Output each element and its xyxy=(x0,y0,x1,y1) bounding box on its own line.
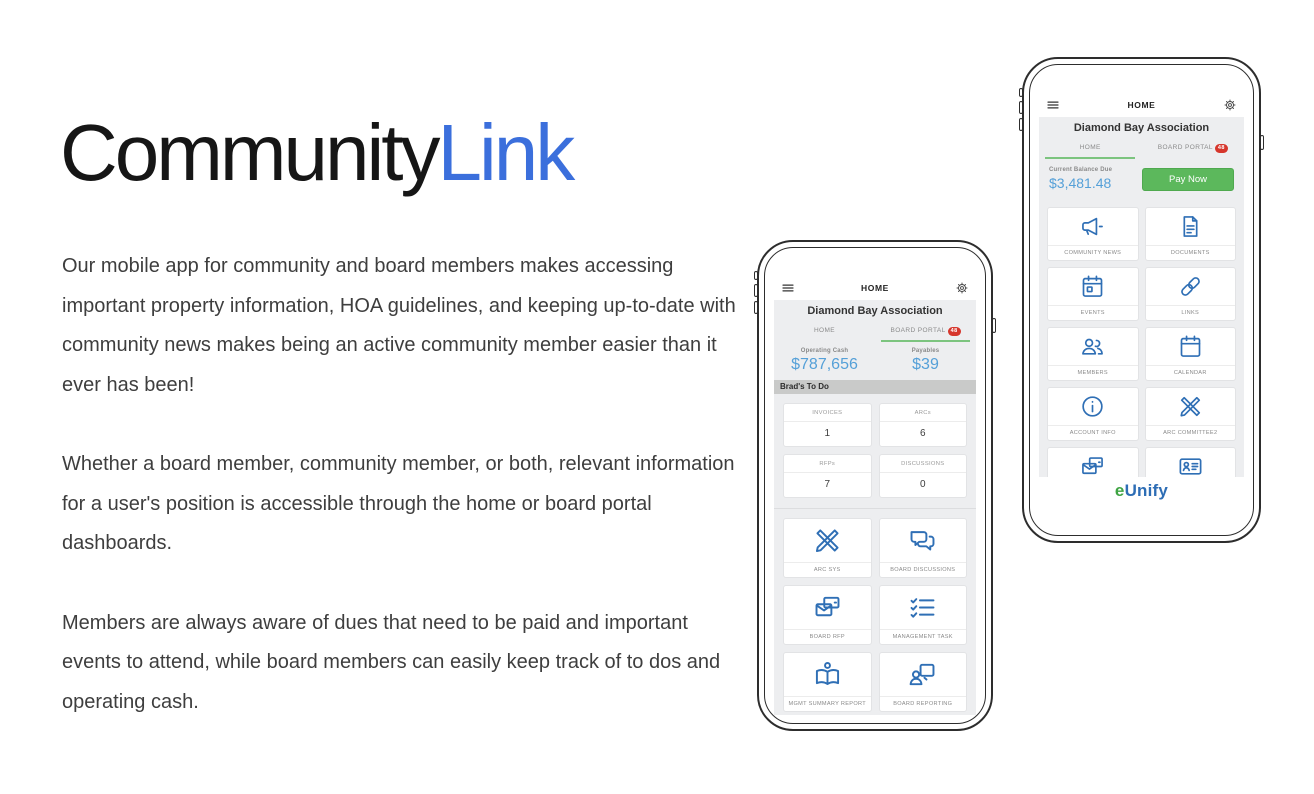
tab-label: HOME xyxy=(813,327,836,334)
tab-label: BOARD PORTAL xyxy=(890,327,946,334)
tile-management-task[interactable] xyxy=(879,585,968,645)
tile-label: BOARD REPORTING xyxy=(893,701,953,707)
eunify-logo xyxy=(1039,477,1244,507)
todo-card-count: 1 xyxy=(824,428,831,439)
todo-card-label: RFPs xyxy=(784,455,871,473)
phone-mockup-board-portal xyxy=(757,240,993,731)
app-body xyxy=(774,300,976,715)
tile-links[interactable] xyxy=(1145,267,1237,321)
tile-label: COMMUNITY NEWS xyxy=(1064,250,1122,256)
phone-bezel xyxy=(1029,64,1254,536)
balance-label: Current Balance Due xyxy=(1049,167,1113,173)
board-portal-badge: 48 xyxy=(1215,144,1228,153)
tile-label: ARC COMMITTEE2 xyxy=(1163,430,1218,436)
mail-card-icon xyxy=(784,586,871,630)
mail-card-icon xyxy=(1048,448,1138,477)
todo-card-label: INVOICES xyxy=(784,404,871,422)
tab-bar xyxy=(1039,137,1244,159)
link-icon xyxy=(1146,268,1236,306)
side-button xyxy=(1019,88,1023,97)
megaphone-icon xyxy=(1048,208,1138,246)
members-icon xyxy=(1048,328,1138,366)
hamburger-icon[interactable] xyxy=(1046,98,1060,112)
side-button xyxy=(1019,101,1023,114)
tile-arc-sys[interactable] xyxy=(783,518,872,578)
association-name: Diamond Bay Association xyxy=(1073,122,1210,134)
phone-mockup-home-dashboard xyxy=(1022,57,1261,543)
tab-bar xyxy=(774,320,976,342)
tab-board-portal[interactable] xyxy=(875,320,976,342)
calendar-icon xyxy=(1146,328,1236,366)
page-title xyxy=(60,108,573,197)
book-person-icon xyxy=(784,653,871,697)
feature-tile-grid xyxy=(774,509,976,715)
todo-card-arcs[interactable] xyxy=(879,403,968,447)
todo-card-count: 7 xyxy=(824,479,831,490)
paragraph-3: Members are always aware of dues that need to be paid and important events to attend, while board members can easily keep track of to dos and operating cash. xyxy=(62,611,721,713)
tile-label: MGMT SUMMARY REPORT xyxy=(788,701,866,707)
feature-tile-grid xyxy=(1039,199,1244,477)
todo-card-discussions[interactable] xyxy=(879,454,968,498)
tile-board-discussions[interactable] xyxy=(879,518,968,578)
operating-cash-stat xyxy=(774,348,875,380)
stat-value: $787,656 xyxy=(791,356,858,373)
intro-copy xyxy=(62,247,742,762)
gear-icon[interactable] xyxy=(955,281,969,295)
tile-mgmt-summary-report[interactable] xyxy=(783,652,872,712)
tab-label: HOME xyxy=(1079,144,1101,151)
app-header-title: HOME xyxy=(1127,100,1156,110)
checklist-icon xyxy=(880,586,967,630)
tile-calendar[interactable] xyxy=(1145,327,1237,381)
tile-documents[interactable] xyxy=(1145,207,1237,261)
tile-label: EVENTS xyxy=(1080,310,1105,316)
document-icon xyxy=(1146,208,1236,246)
tile-label: MEMBERS xyxy=(1077,370,1108,376)
todo-card-grid xyxy=(774,394,976,498)
current-balance xyxy=(1049,167,1142,191)
pencil-ruler-icon xyxy=(1146,388,1236,426)
todo-card-label: DISCUSSIONS xyxy=(880,455,967,473)
tile-cutoff-8[interactable] xyxy=(1047,447,1139,477)
tile-account-info[interactable] xyxy=(1047,387,1139,441)
app-header xyxy=(774,276,976,300)
todo-card-count: 0 xyxy=(919,479,926,490)
side-button xyxy=(754,284,758,297)
app-header xyxy=(1039,93,1244,117)
todo-card-rfps[interactable] xyxy=(783,454,872,498)
payables-stat xyxy=(875,348,976,380)
logo-unify: Unify xyxy=(1124,481,1169,500)
tile-label: CALENDAR xyxy=(1173,370,1207,376)
side-button xyxy=(1019,118,1023,131)
balance-row xyxy=(1039,159,1244,199)
tile-board-reporting[interactable] xyxy=(879,652,968,712)
hamburger-icon[interactable] xyxy=(781,281,795,295)
tab-board-portal[interactable] xyxy=(1142,137,1245,159)
tab-home[interactable] xyxy=(774,320,875,342)
gear-icon[interactable] xyxy=(1223,98,1237,112)
todo-card-count: 6 xyxy=(919,428,926,439)
calendar-event-icon xyxy=(1048,268,1138,306)
tile-label: BOARD DISCUSSIONS xyxy=(890,567,956,573)
phone-screen xyxy=(1039,93,1244,527)
side-button xyxy=(992,318,996,333)
tile-label: DOCUMENTS xyxy=(1170,250,1210,256)
balance-value: $3,481.48 xyxy=(1049,175,1112,191)
app-body xyxy=(1039,117,1244,477)
stat-label: Operating Cash xyxy=(800,348,849,354)
tile-label: ARC SYS xyxy=(813,567,841,573)
tile-label: MANAGEMENT TASK xyxy=(892,634,953,640)
side-button xyxy=(754,271,758,280)
tile-events[interactable] xyxy=(1047,267,1139,321)
stat-label: Payables xyxy=(911,348,940,354)
paragraph-2: Whether a board member, community member, or both, relevant information for a user's position is accessible through the home or board portal dashboards. xyxy=(62,453,735,554)
tile-label: BOARD RFP xyxy=(809,634,845,640)
tile-label: ACCOUNT INFO xyxy=(1069,430,1116,436)
person-presentation-icon xyxy=(880,653,967,697)
side-button xyxy=(754,301,758,314)
pencil-ruler-icon xyxy=(784,519,871,563)
tile-cutoff-9[interactable] xyxy=(1145,447,1237,477)
id-card-icon xyxy=(1146,448,1236,477)
logo-e: e xyxy=(1114,481,1125,500)
phone-bezel xyxy=(764,247,986,724)
pay-now-button[interactable]: Pay Now xyxy=(1142,168,1234,191)
side-button xyxy=(1260,135,1264,150)
stats-row xyxy=(774,342,976,380)
association-name: Diamond Bay Association xyxy=(807,305,943,317)
title-link: Link xyxy=(437,108,573,197)
phone-screen xyxy=(774,276,976,715)
paragraph-1: Our mobile app for community and board members makes accessing important property information, HOA guidelines, and keeping up-to-date with community news makes being an active community member easier than it ever has been! xyxy=(62,255,736,396)
tile-board-rfp[interactable] xyxy=(783,585,872,645)
todo-section-header: Brad's To Do xyxy=(774,380,976,394)
tab-home[interactable] xyxy=(1039,137,1142,159)
stat-value: $39 xyxy=(912,356,939,373)
tile-label: LINKS xyxy=(1181,310,1200,316)
todo-card-invoices[interactable] xyxy=(783,403,872,447)
tile-arc-committee2[interactable] xyxy=(1145,387,1237,441)
app-header-title: HOME xyxy=(861,283,889,293)
info-icon xyxy=(1048,388,1138,426)
board-portal-badge: 48 xyxy=(948,327,961,336)
tab-label: BOARD PORTAL xyxy=(1157,144,1213,151)
title-community: Community xyxy=(60,108,438,197)
chat-bubbles-icon xyxy=(880,519,967,563)
todo-card-label: ARCs xyxy=(880,404,967,422)
tile-community-news[interactable] xyxy=(1047,207,1139,261)
tile-members[interactable] xyxy=(1047,327,1139,381)
